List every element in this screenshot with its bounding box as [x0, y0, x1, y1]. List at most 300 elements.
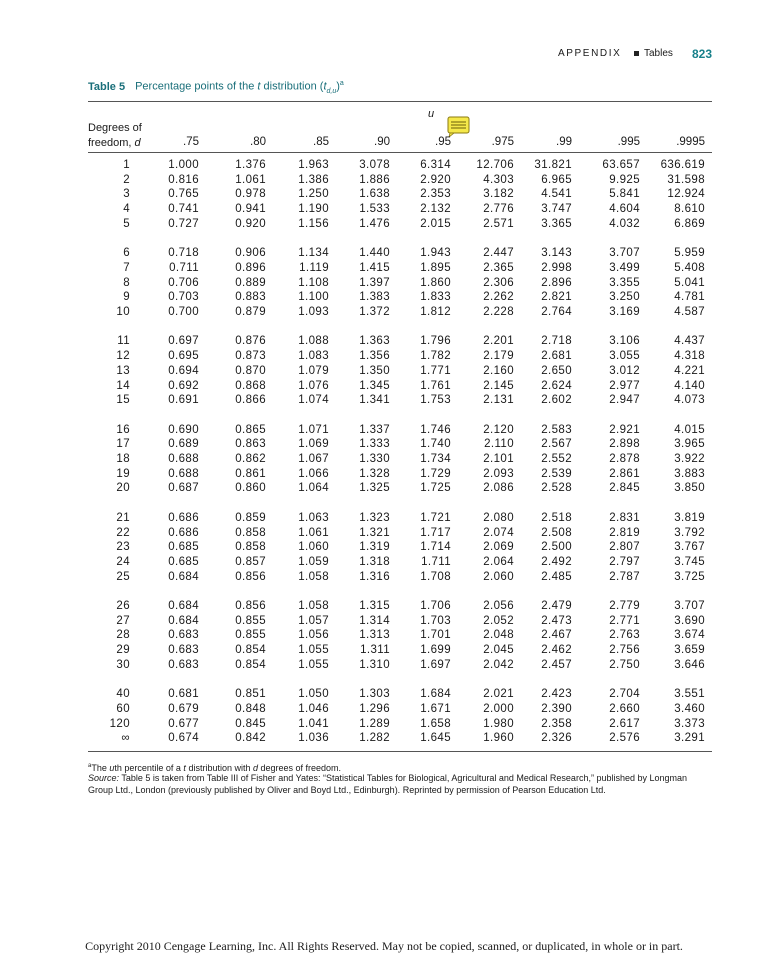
caption-symbol: t	[323, 80, 327, 93]
critical-value-cell: 1.886	[359, 173, 390, 186]
critical-value-cell: 4.604	[609, 203, 640, 216]
critical-value-cell: 1.088	[298, 335, 329, 348]
running-head	[520, 47, 712, 61]
caption-text-after: distribution (	[260, 80, 324, 93]
critical-value-cell: 0.677	[168, 717, 199, 730]
critical-value-cell: 2.921	[609, 423, 640, 436]
critical-value-cell: 2.060	[483, 570, 514, 583]
table-row	[0, 438, 768, 453]
critical-value-cell: 2.831	[609, 511, 640, 524]
critical-value-cell: 3.883	[674, 467, 705, 480]
critical-value-cell: 636.619	[660, 159, 705, 171]
critical-value-cell: 2.807	[609, 541, 640, 554]
degrees-of-freedom-cell: 14	[116, 379, 130, 392]
critical-value-cell: 1.363	[359, 335, 390, 348]
critical-value-cell: 0.854	[235, 644, 266, 657]
critical-value-cell: 2.977	[609, 379, 640, 392]
critical-value-cell: 2.145	[483, 379, 514, 392]
column-header-p9995: .9995	[676, 136, 705, 148]
critical-value-cell: 1.753	[420, 394, 451, 407]
table-row	[0, 527, 768, 542]
critical-value-cell: 2.131	[483, 394, 514, 407]
critical-value-cell: 1.156	[298, 217, 329, 230]
critical-value-cell: 0.706	[168, 276, 199, 289]
critical-value-cell: 1.943	[420, 247, 451, 260]
critical-value-cell: 5.408	[674, 261, 705, 274]
source-label: Source:	[88, 773, 120, 783]
degrees-of-freedom-cell: 1	[123, 159, 130, 171]
critical-value-cell: 2.479	[541, 600, 572, 612]
critical-value-cell: 3.850	[674, 482, 705, 495]
critical-value-cell: 0.842	[235, 732, 266, 745]
critical-value-cell: 1.746	[420, 423, 451, 436]
critical-value-cell: 0.854	[235, 658, 266, 671]
critical-value-cell: 2.467	[541, 629, 572, 642]
row-header-var: d	[134, 137, 141, 149]
column-header-p75: .75	[183, 136, 199, 148]
critical-value-cell: 2.447	[483, 247, 514, 260]
critical-value-cell: 1.059	[298, 555, 329, 568]
critical-value-cell: 1.093	[298, 306, 329, 318]
critical-value-cell: 2.045	[483, 644, 514, 657]
critical-value-cell: 0.688	[168, 453, 199, 465]
degrees-of-freedom-cell: 4	[123, 203, 130, 216]
critical-value-cell: 1.058	[298, 570, 329, 583]
critical-value-cell: 8.610	[674, 203, 705, 216]
critical-value-cell: 0.684	[168, 600, 199, 612]
critical-value-cell: 0.889	[235, 276, 266, 289]
critical-value-cell: 0.859	[235, 511, 266, 524]
critical-value-cell: 2.771	[609, 614, 640, 627]
critical-value-cell: 2.000	[483, 702, 514, 715]
critical-value-cell: 0.896	[235, 261, 266, 274]
critical-value-cell: 1.960	[483, 732, 514, 745]
critical-value-cell: 1.333	[359, 438, 390, 451]
critical-value-cell: 2.056	[483, 600, 514, 612]
degrees-of-freedom-cell: 23	[116, 541, 130, 554]
critical-value-cell: 0.941	[235, 203, 266, 216]
critical-value-cell: 0.685	[168, 541, 199, 554]
table-row	[0, 365, 768, 380]
critical-value-cell: 4.221	[674, 364, 705, 377]
critical-value-cell: 31.821	[534, 159, 572, 171]
critical-value-cell: 1.058	[298, 600, 329, 612]
critical-value-cell: 3.965	[674, 438, 705, 451]
critical-value-cell: 2.764	[541, 306, 572, 318]
critical-value-cell: 4.541	[541, 188, 572, 201]
critical-value-cell: 1.190	[298, 203, 329, 216]
column-header-p95: .95	[435, 136, 451, 148]
critical-value-cell: 1.318	[359, 555, 390, 568]
table-row	[0, 644, 768, 659]
critical-value-cell: 1.325	[359, 482, 390, 495]
critical-value-cell: 1.415	[359, 261, 390, 274]
critical-value-cell: 1.796	[420, 335, 451, 348]
critical-value-cell: 1.717	[420, 526, 451, 539]
critical-value-cell: 6.869	[674, 217, 705, 230]
degrees-of-freedom-cell: 7	[123, 261, 130, 274]
critical-value-cell: 0.697	[168, 335, 199, 348]
table-row	[0, 247, 768, 262]
critical-value-cell: 1.771	[420, 364, 451, 377]
critical-value-cell: 3.169	[609, 306, 640, 318]
critical-value-cell: 2.306	[483, 276, 514, 289]
critical-value-cell: 12.706	[476, 159, 514, 171]
critical-value-cell: 2.080	[483, 511, 514, 524]
critical-value-cell: 1.697	[420, 658, 451, 671]
critical-value-cell: 2.660	[609, 702, 640, 715]
critical-value-cell: 3.747	[541, 203, 572, 216]
critical-value-cell: 3.078	[359, 159, 390, 171]
table-row	[0, 218, 768, 233]
critical-value-cell: 1.725	[420, 482, 451, 495]
critical-value-cell: 2.365	[483, 261, 514, 274]
critical-value-cell: 2.718	[541, 335, 572, 348]
critical-value-cell: 1.056	[298, 629, 329, 642]
critical-value-cell: 2.462	[541, 644, 572, 657]
table-row	[0, 659, 768, 674]
critical-value-cell: 1.638	[359, 188, 390, 201]
critical-value-cell: 1.303	[359, 688, 390, 701]
table-number: Table 5	[88, 80, 126, 93]
critical-value-cell: 2.457	[541, 658, 572, 671]
caption-text: Percentage points of the	[135, 80, 258, 93]
table-row	[0, 335, 768, 350]
critical-value-cell: 1.046	[298, 702, 329, 715]
critical-value-cell: 2.160	[483, 364, 514, 377]
critical-value-cell: 1.323	[359, 511, 390, 524]
critical-value-cell: 1.701	[420, 629, 451, 642]
critical-value-cell: 0.694	[168, 364, 199, 377]
degrees-of-freedom-cell: 60	[116, 702, 130, 715]
critical-value-cell: 3.690	[674, 614, 705, 627]
footnote-text-1: The	[91, 763, 110, 773]
table-row	[0, 571, 768, 586]
critical-value-cell: 0.856	[235, 570, 266, 583]
critical-value-cell: 0.855	[235, 629, 266, 642]
critical-value-cell: 2.617	[609, 717, 640, 730]
critical-value-cell: 0.868	[235, 379, 266, 392]
table-row	[0, 453, 768, 468]
caption-footnote-mark: a	[339, 80, 344, 87]
critical-value-cell: 1.061	[235, 173, 266, 186]
table-row	[0, 512, 768, 527]
critical-value-cell: 0.883	[235, 291, 266, 304]
critical-value-cell: 1.729	[420, 467, 451, 480]
critical-value-cell: 1.833	[420, 291, 451, 304]
degrees-of-freedom-cell: 6	[123, 247, 130, 260]
critical-value-cell: 1.000	[168, 159, 199, 171]
critical-value-cell: 0.879	[235, 306, 266, 318]
critical-value-cell: 1.100	[298, 291, 329, 304]
critical-value-cell: 2.015	[420, 217, 451, 230]
table-row	[0, 159, 768, 174]
critical-value-cell: 2.878	[609, 453, 640, 465]
critical-value-cell: 2.861	[609, 467, 640, 480]
critical-value-cell: 0.679	[168, 702, 199, 715]
critical-value-cell: 3.745	[674, 555, 705, 568]
critical-value-cell: 0.865	[235, 423, 266, 436]
critical-value-cell: 1.289	[359, 717, 390, 730]
critical-value-cell: 2.052	[483, 614, 514, 627]
critical-value-cell: 1.041	[298, 717, 329, 730]
critical-value-cell: 0.683	[168, 658, 199, 671]
critical-value-cell: 31.598	[667, 173, 705, 186]
critical-value-cell: 4.073	[674, 394, 705, 407]
critical-value-cell: 5.959	[674, 247, 705, 260]
critical-value-cell: 0.686	[168, 511, 199, 524]
critical-value-cell: 1.740	[420, 438, 451, 451]
critical-value-cell: 1.321	[359, 526, 390, 539]
critical-value-cell: 2.086	[483, 482, 514, 495]
critical-value-cell: 1.036	[298, 732, 329, 745]
critical-value-cell: 1.314	[359, 614, 390, 627]
critical-value-cell: 3.460	[674, 702, 705, 715]
critical-value-cell: 0.866	[235, 394, 266, 407]
critical-value-cell: 0.685	[168, 555, 199, 568]
critical-value-cell: 0.711	[169, 261, 199, 274]
critical-value-cell: 3.922	[674, 453, 705, 465]
critical-value-cell: 0.855	[235, 614, 266, 627]
critical-value-cell: 2.064	[483, 555, 514, 568]
critical-value-cell: 1.980	[483, 717, 514, 730]
critical-value-cell: 3.355	[609, 276, 640, 289]
critical-value-cell: 0.689	[168, 438, 199, 451]
table-row	[0, 350, 768, 365]
critical-value-cell: 1.066	[298, 467, 329, 480]
critical-value-cell: 0.862	[235, 453, 266, 465]
degrees-of-freedom-cell: 10	[116, 306, 130, 318]
critical-value-cell: 1.282	[359, 732, 390, 745]
table-row	[0, 482, 768, 497]
critical-value-cell: 1.055	[298, 658, 329, 671]
critical-value-cell: 2.042	[483, 658, 514, 671]
critical-value-cell: 1.067	[298, 453, 329, 465]
critical-value-cell: 0.856	[235, 600, 266, 612]
critical-value-cell: 1.069	[298, 438, 329, 451]
critical-value-cell: 1.708	[420, 570, 451, 583]
table-row	[0, 615, 768, 630]
critical-value-cell: 1.440	[359, 247, 390, 260]
critical-value-cell: 2.423	[541, 688, 572, 701]
critical-value-cell: 3.055	[609, 350, 640, 363]
degrees-of-freedom-cell: 26	[116, 600, 130, 612]
critical-value-cell: 1.761	[420, 379, 451, 392]
critical-value-cell: 1.721	[420, 511, 451, 524]
critical-value-cell: 4.587	[674, 306, 705, 318]
degrees-of-freedom-cell: 18	[116, 453, 130, 465]
critical-value-cell: 0.741	[168, 203, 199, 216]
copyright-notice: Copyright 2010 Cengage Learning, Inc. All Rights Reserved. May not be copied, scanned, or duplicated, in whole or in part.	[85, 939, 683, 953]
critical-value-cell: 2.821	[541, 291, 572, 304]
degrees-of-freedom-cell: 8	[123, 276, 130, 289]
sticky-note-icon[interactable]	[447, 116, 470, 137]
critical-value-cell: 1.319	[359, 541, 390, 554]
critical-value-cell: 1.350	[359, 364, 390, 377]
critical-value-cell: 2.518	[541, 511, 572, 524]
row-header-line1: Degrees of	[88, 122, 142, 134]
table-row	[0, 718, 768, 733]
critical-value-cell: 1.316	[359, 570, 390, 583]
degrees-of-freedom-cell: 5	[123, 217, 130, 230]
critical-value-cell: 1.296	[359, 702, 390, 715]
critical-value-cell: 0.691	[168, 394, 199, 407]
critical-value-cell: 6.965	[541, 173, 572, 186]
critical-value-cell: 2.898	[609, 438, 640, 451]
critical-value-cell: 0.920	[235, 217, 266, 230]
critical-value-cell: 0.845	[235, 717, 266, 730]
critical-value-cell: 1.645	[420, 732, 451, 745]
critical-value-cell: 9.925	[609, 173, 640, 186]
critical-value-cell: 0.870	[235, 364, 266, 377]
critical-value-cell: 0.873	[235, 350, 266, 363]
critical-value-cell: 4.140	[674, 379, 705, 392]
critical-value-cell: 2.179	[483, 350, 514, 363]
critical-value-cell: 6.314	[420, 159, 451, 171]
column-header-p90: .90	[374, 136, 390, 148]
critical-value-cell: 1.108	[298, 276, 329, 289]
table-row	[0, 306, 768, 321]
critical-value-cell: 1.963	[298, 159, 329, 171]
critical-value-cell: 1.711	[421, 555, 451, 568]
critical-value-cell: 1.734	[420, 453, 451, 465]
critical-value-cell: 2.602	[541, 394, 572, 407]
critical-value-cell: 1.050	[298, 688, 329, 701]
critical-value-cell: 1.699	[420, 644, 451, 657]
footnote-mark: a	[88, 763, 92, 769]
column-header-p99: .99	[556, 136, 572, 148]
critical-value-cell: 0.858	[235, 526, 266, 539]
critical-value-cell: 3.725	[674, 570, 705, 583]
critical-value-cell: 3.792	[674, 526, 705, 539]
caption-t-symbol: t	[257, 80, 261, 93]
critical-value-cell: 4.781	[674, 291, 705, 304]
footnote-text-2: th percentile of a	[114, 763, 184, 773]
critical-value-cell: 0.906	[235, 247, 266, 260]
critical-value-cell: 2.681	[541, 350, 572, 363]
critical-value-cell: 2.485	[541, 570, 572, 583]
degrees-of-freedom-cell: 13	[116, 364, 130, 377]
header-rule	[88, 152, 712, 153]
critical-value-cell: 2.492	[541, 555, 572, 568]
critical-value-cell: 3.646	[674, 658, 705, 671]
critical-value-cell: 1.812	[420, 306, 451, 318]
critical-value-cell: 0.695	[168, 350, 199, 363]
critical-value-cell: 2.779	[609, 600, 640, 612]
degrees-of-freedom-cell: 27	[116, 614, 130, 627]
critical-value-cell: 2.920	[420, 173, 451, 186]
critical-value-cell: 1.071	[298, 423, 329, 436]
table-row	[0, 600, 768, 615]
critical-value-cell: 2.228	[483, 306, 514, 318]
critical-value-cell: 0.703	[168, 291, 199, 304]
critical-value-cell: 3.707	[674, 600, 705, 612]
degrees-of-freedom-cell: 29	[116, 644, 130, 657]
critical-value-cell: 1.061	[298, 526, 329, 539]
critical-value-cell: 1.895	[420, 261, 451, 274]
critical-value-cell: 0.718	[168, 247, 199, 260]
critical-value-cell: 2.093	[483, 467, 514, 480]
critical-value-cell: 1.119	[299, 261, 329, 274]
degrees-of-freedom-cell: 120	[109, 717, 130, 730]
degrees-of-freedom-cell: 21	[116, 511, 130, 524]
critical-value-cell: 2.358	[541, 717, 572, 730]
column-header-p85: .85	[313, 136, 329, 148]
degrees-of-freedom-cell: 16	[116, 423, 130, 436]
degrees-of-freedom-cell: 22	[116, 526, 130, 539]
critical-value-cell: 1.064	[298, 482, 329, 495]
critical-value-cell: 0.861	[235, 467, 266, 480]
critical-value-cell: 0.876	[235, 335, 266, 348]
critical-value-cell: 0.851	[235, 688, 266, 701]
degrees-of-freedom-cell: 28	[116, 629, 130, 642]
critical-value-cell: 2.074	[483, 526, 514, 539]
critical-value-cell: 4.032	[609, 217, 640, 230]
critical-value-cell: 2.998	[541, 261, 572, 274]
degrees-of-freedom-cell: 30	[116, 658, 130, 671]
critical-value-cell: 2.704	[609, 688, 640, 701]
critical-value-cell: 0.684	[168, 614, 199, 627]
table-row	[0, 688, 768, 703]
critical-value-cell: 4.015	[674, 423, 705, 436]
critical-value-cell: 1.345	[359, 379, 390, 392]
critical-value-cell: 1.341	[359, 394, 390, 407]
critical-value-cell: 2.048	[483, 629, 514, 642]
critical-value-cell: 3.106	[609, 335, 640, 348]
table-row	[0, 277, 768, 292]
critical-value-cell: 2.069	[483, 541, 514, 554]
critical-value-cell: 0.765	[168, 188, 199, 201]
critical-value-cell: 0.860	[235, 482, 266, 495]
degrees-of-freedom-cell: 19	[116, 467, 130, 480]
critical-value-cell: 2.201	[483, 335, 514, 348]
critical-value-cell: 2.110	[484, 438, 514, 451]
degrees-of-freedom-cell: 40	[116, 688, 130, 701]
critical-value-cell: 3.767	[674, 541, 705, 554]
table-row	[0, 703, 768, 718]
critical-value-cell: 2.101	[483, 453, 514, 465]
critical-value-cell: 1.860	[420, 276, 451, 289]
degrees-of-freedom-cell: ∞	[121, 732, 130, 745]
caption-close: )	[336, 80, 340, 93]
critical-value-cell: 0.848	[235, 702, 266, 715]
bottom-rule	[88, 751, 712, 752]
degrees-of-freedom-cell: 12	[116, 350, 130, 363]
critical-value-cell: 2.528	[541, 482, 572, 495]
critical-value-cell: 0.683	[168, 629, 199, 642]
critical-value-cell: 0.700	[168, 306, 199, 318]
table-row	[0, 394, 768, 409]
critical-value-cell: 2.390	[541, 702, 572, 715]
degrees-of-freedom-cell: 15	[116, 394, 130, 407]
critical-value-cell: 3.659	[674, 644, 705, 657]
critical-value-cell: 2.756	[609, 644, 640, 657]
critical-value-cell: 2.120	[483, 423, 514, 436]
critical-value-cell: 2.845	[609, 482, 640, 495]
table-row	[0, 424, 768, 439]
critical-value-cell: 2.571	[483, 217, 514, 230]
critical-value-cell: 3.012	[609, 364, 640, 377]
critical-value-cell: 3.707	[609, 247, 640, 260]
critical-value-cell: 1.311	[360, 644, 390, 657]
top-rule	[88, 101, 712, 102]
critical-value-cell: 1.658	[420, 717, 451, 730]
critical-value-cell: 5.041	[674, 276, 705, 289]
column-header-p975: .975	[491, 136, 514, 148]
footnote-var-t: t	[183, 763, 186, 773]
table-row	[0, 188, 768, 203]
critical-value-cell: 2.508	[541, 526, 572, 539]
